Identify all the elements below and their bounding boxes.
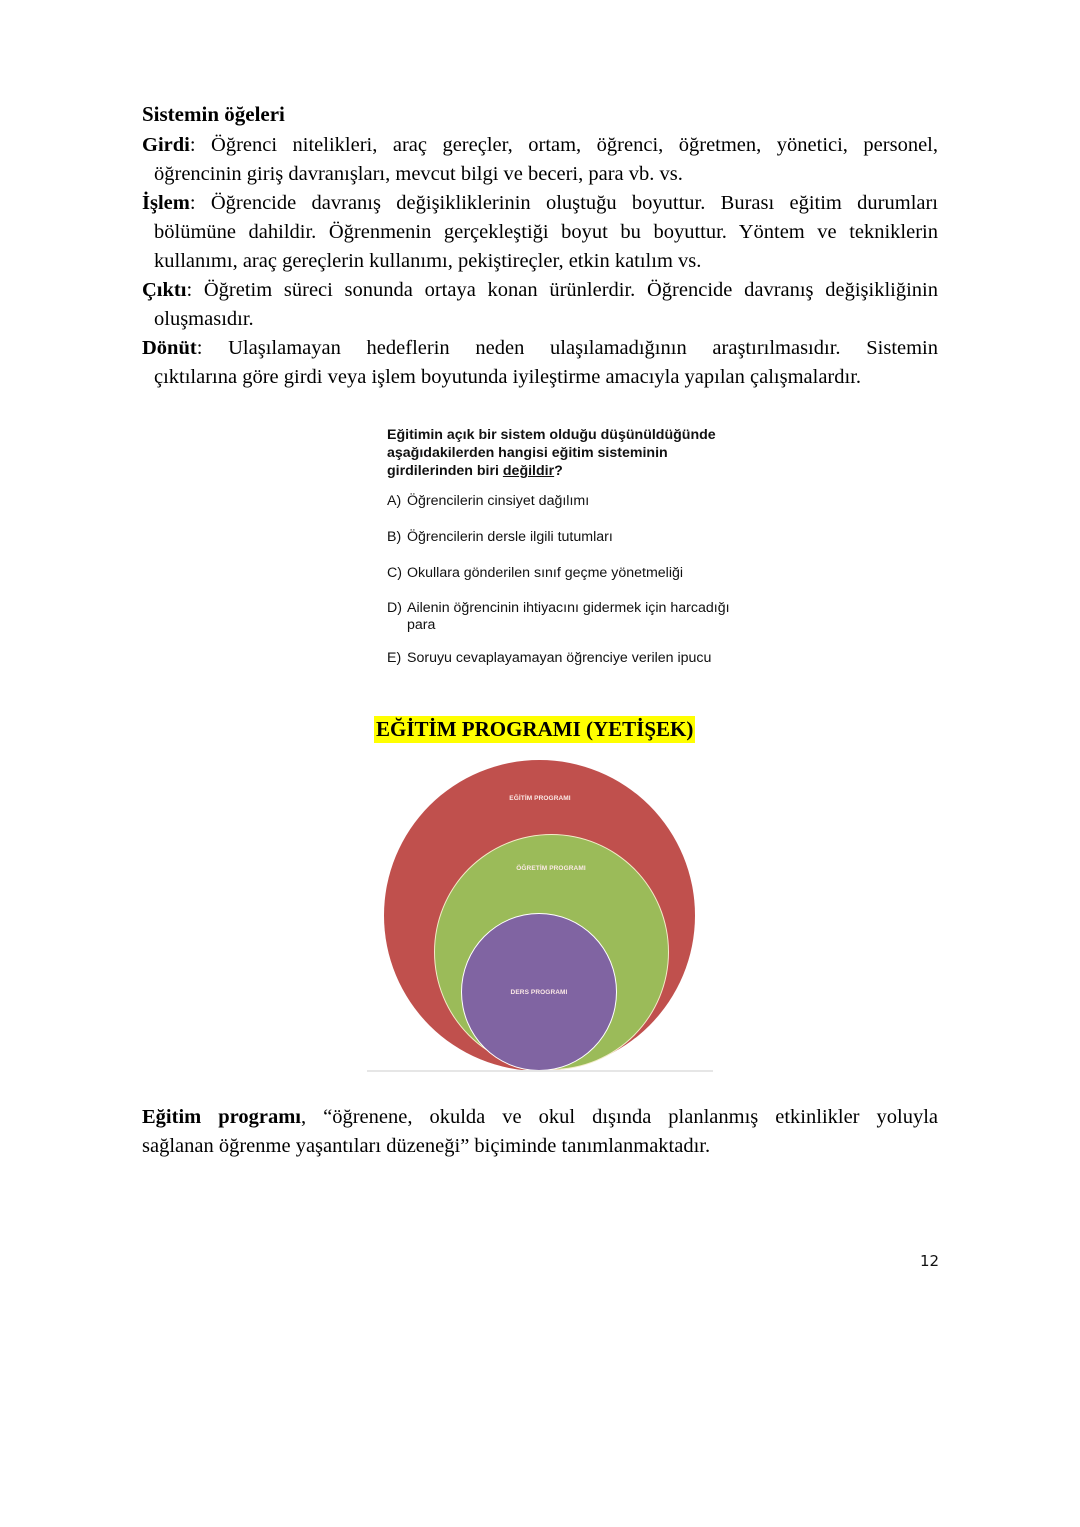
definition-donut: Dönüt: Ulaşılamayan hedeflerin neden ulaşılamadığının araştırılmasıdır. Sistemin çıktılarına göre girdi veya işlem boyutunda iyileştirme amacıyla yapılan çalışmalardır.	[142, 337, 939, 388]
page-number: 12	[920, 1252, 940, 1270]
diagram-baseline	[367, 1070, 713, 1072]
option-label: B)	[387, 529, 402, 545]
option-e	[387, 650, 767, 667]
option-a	[387, 493, 767, 510]
definition-girdi: Girdi: Öğrenci nitelikleri, araç gereçler, ortam, öğrenci, öğretmen, yönetici, personel, öğrencinin giriş davranışları, mevcut bilgi ve beceri, para vb. vs.	[142, 134, 938, 185]
term-islem: İşlem	[142, 192, 190, 214]
definition-text: çıktılarına göre girdi veya işlem boyutunda iyileştirme amacıyla yapılan çalışmalardır.	[154, 366, 862, 388]
question-block	[387, 426, 767, 666]
program-nested-circles-diagram	[365, 752, 715, 1074]
option-label: A)	[387, 493, 402, 509]
option-text: Ailenin öğrencinin ihtiyacını gidermek için harcadığı para	[407, 600, 730, 633]
program-title: EĞİTİM PROGRAMI (YETİŞEK)	[376, 717, 694, 741]
question-stem-line: Eğitimin açık bir sistem olduğu düşünüldüğünde	[387, 427, 716, 443]
label-ders-programi: DERS PROGRAMI	[510, 989, 568, 996]
definition-cikti: Çıktı: Öğretim süreci sonunda ortaya konan ürünlerdir. Öğrencide davranış değişikliğinin oluşmasıdır.	[142, 279, 938, 330]
closing-text: sağlanan öğrenme yaşantıları düzeneği” biçiminde tanımlanmaktadır.	[142, 1135, 711, 1157]
option-label: D)	[387, 600, 402, 616]
section-title: Sistemin öğeleri	[142, 102, 285, 126]
question-stem	[387, 426, 767, 480]
definition-text: Öğretim süreci sonunda ortaya konan ürünlerdir. Öğrencide davranış değişikliğinin	[203, 279, 938, 301]
option-text: Okullara gönderilen sınıf geçme yönetmeliği	[407, 565, 684, 581]
question-stem-line: girdilerinden biri	[387, 463, 503, 479]
definition-text: Öğrencide davranış değişikliklerinin oluştuğu boyuttur. Burası eğitim durumları	[210, 192, 939, 214]
definition-text: kullanımı, araç gereçlerin kullanımı, pekiştireçler, etkin katılım vs.	[154, 250, 702, 272]
option-label: C)	[387, 565, 402, 581]
option-text: Soruyu cevaplayamayan öğrenciye verilen ipucu	[407, 650, 712, 666]
closing-term: Eğitim programı	[142, 1106, 301, 1128]
option-d	[387, 600, 749, 634]
option-text: Öğrencilerin cinsiyet dağılımı	[407, 493, 590, 509]
definition-text: oluşmasıdır.	[154, 308, 254, 330]
closing-text: , “öğrenene, okulda ve okul dışında planlanmış etkinlikler yoluyla	[300, 1106, 939, 1128]
term-girdi: Girdi	[142, 134, 190, 156]
closing-paragraph	[142, 1103, 938, 1161]
definition-text: bölümüne dahildir. Öğrenmenin gerçekleştiği boyut bu boyuttur. Yöntem ve tekniklerin	[154, 221, 938, 243]
definition-text: Öğrenci nitelikleri, araç gereçler, ortam, öğrenci, öğretmen, yönetici, personel,	[211, 134, 938, 156]
option-b	[387, 529, 767, 546]
definition-text: Ulaşılamayan hedeflerin neden ulaşılamadığının araştırılmasıdır. Sistemin	[228, 337, 939, 359]
option-c	[387, 565, 767, 582]
definition-text: öğrencinin giriş davranışları, mevcut bilgi ve beceri, para vb. vs.	[154, 163, 683, 185]
term-cikti: Çıktı	[142, 279, 187, 301]
label-egitim-programi: EĞİTİM PROGRAMI	[509, 795, 571, 802]
term-donut: Dönüt	[142, 337, 197, 359]
question-stem-line: aşağıdakilerden hangisi eğitim sisteminin	[387, 445, 668, 461]
option-label: E)	[387, 650, 402, 666]
question-mark: ?	[554, 463, 563, 479]
question-emphasis: değildir	[502, 463, 555, 479]
option-text: Öğrencilerin dersle ilgili tutumları	[407, 529, 613, 545]
label-ogretim-programi: ÖĞRETİM PROGRAMI	[516, 865, 586, 872]
definition-islem: İşlem: Öğrencide davranış değişikliklerinin oluştuğu boyuttur. Burası eğitim durumları bölümüne dahildir. Öğrenmenin gerçekleştiği boyut bu boyuttur. Yöntem ve tekniklerin kullanımı, araç gereçlerin kullanımı, pekiştireçler, etkin katılım vs.	[142, 192, 939, 272]
